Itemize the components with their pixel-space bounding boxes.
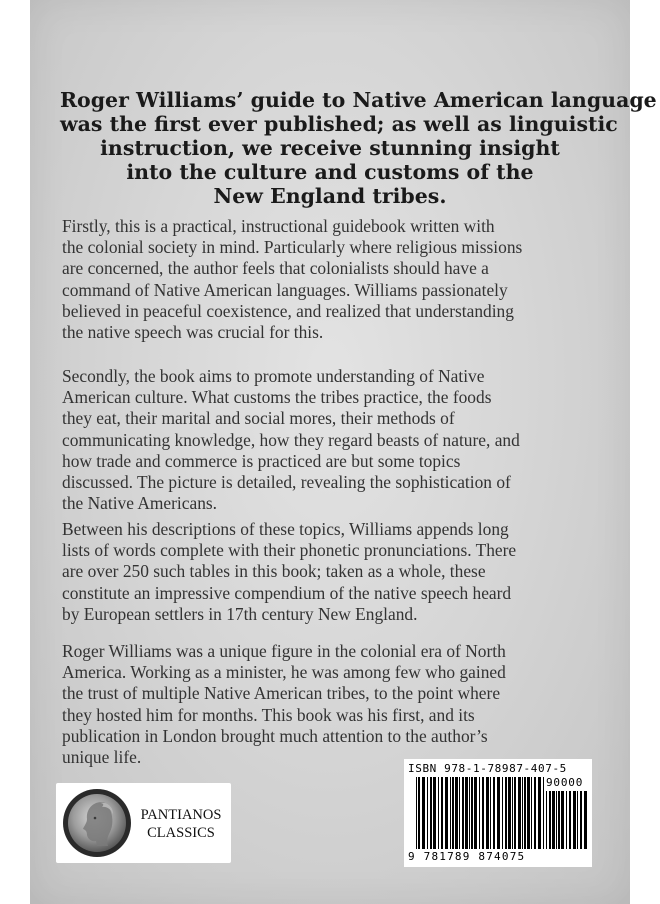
- barcode-bar: [527, 777, 530, 849]
- headline-line: Roger Williams’ guide to Native American language: [60, 88, 657, 112]
- text-line: unique life.: [62, 747, 142, 768]
- text-line: by European settlers in 17th century New England.: [62, 603, 418, 624]
- text-line: the trust of multiple Native American tribes, to the point where: [62, 683, 501, 704]
- text-line: the native speech was crucial for this.: [62, 322, 324, 343]
- barcode-bar: [522, 777, 523, 849]
- barcode-bar: [531, 777, 532, 849]
- text-line: discussed. The picture is detailed, revealing the sophistication of: [62, 472, 511, 493]
- barcode-bar: [471, 777, 473, 849]
- barcode-bar: [538, 777, 541, 849]
- headline-blurb: [60, 88, 657, 208]
- barcode-bar: [441, 777, 443, 849]
- publisher-name: [136, 806, 226, 842]
- barcode-bar: [465, 777, 468, 849]
- barcode-bar: [508, 777, 511, 849]
- barcode-bar: [452, 777, 454, 849]
- barcode-bar: [552, 791, 555, 849]
- barcode-bar: [502, 777, 503, 849]
- barcode-bar: [566, 791, 567, 849]
- barcode-bar: [490, 777, 491, 849]
- barcode-bar: [459, 777, 460, 849]
- barcode-bar: [512, 777, 513, 849]
- barcode-bar: [573, 791, 576, 849]
- barcode-bar: [569, 791, 571, 849]
- isbn-digits: 9 781789 874075: [408, 850, 526, 863]
- barcode-bar: [561, 791, 564, 849]
- text-line: the Native Americans.: [62, 493, 218, 514]
- text-line: constitute an impressive compendium of the native speech heard: [62, 582, 512, 603]
- publisher-logo: [56, 783, 231, 863]
- headline-line: New England tribes.: [213, 184, 447, 208]
- barcode-bar: [580, 791, 582, 849]
- barcode-bar: [462, 777, 464, 849]
- text-line: command of Native American languages. Williams passionately: [62, 279, 508, 300]
- barcode-bar: [427, 777, 428, 849]
- paragraph-3: [62, 519, 582, 625]
- barcode-bar: [438, 777, 439, 849]
- barcode-bar: [469, 777, 470, 849]
- barcode-bar: [455, 777, 458, 849]
- text-line: publication in London brought much attention to the author’s: [62, 725, 488, 746]
- barcode-bar: [505, 777, 507, 849]
- text-line: the colonial society in mind. Particularly where religious missions: [62, 237, 523, 258]
- barcode-bar: [518, 777, 521, 849]
- text-line: Secondly, the book aims to promote understanding of Native: [62, 366, 485, 386]
- isbn-barcode: [404, 759, 592, 867]
- publisher-name-line: PANTIANOS: [140, 807, 222, 823]
- barcode-bar: [430, 777, 432, 849]
- barcode-bar: [416, 777, 417, 849]
- barcode-bar: [556, 791, 557, 849]
- barcode-bar: [524, 777, 526, 849]
- barcode-bar: [445, 777, 448, 849]
- barcode-bar: [418, 777, 420, 849]
- barcode-bar: [482, 777, 484, 849]
- publisher-name-line: CLASSICS: [147, 825, 215, 841]
- isbn-label: ISBN 978-1-78987-407-5: [408, 762, 567, 775]
- headline-line: into the culture and customs of the: [126, 160, 534, 184]
- text-line: believed in peaceful coexistence, and realized that understanding: [62, 300, 514, 321]
- barcode-bar: [543, 777, 544, 849]
- barcode-bar: [486, 777, 489, 849]
- text-line: Roger Williams was a unique figure in the colonial era of North: [62, 641, 506, 661]
- text-line: communicating knowledge, how they regard beasts of nature, and: [62, 429, 520, 450]
- headline-line: instruction, we receive stunning insight: [100, 136, 560, 160]
- paragraph-1: [62, 216, 582, 343]
- headline-line: was the first ever published; as well as linguistic: [60, 112, 618, 136]
- barcode-bar: [577, 791, 578, 849]
- text-line: Firstly, this is a practical, instructional guidebook written with: [62, 216, 495, 236]
- text-line: how trade and commerce is practiced are but some topics: [62, 450, 461, 471]
- paragraph-4: [62, 641, 582, 768]
- barcode-bar: [546, 791, 547, 849]
- text-line: are concerned, the author feels that colonialists should have a: [62, 258, 489, 279]
- text-line: they eat, their marital and social mores, their methods of: [62, 408, 455, 429]
- barcode-bar: [549, 791, 551, 849]
- text-line: are over 250 such tables in this book; taken as a whole, these: [62, 561, 486, 582]
- barcode-bar: [450, 777, 451, 849]
- text-line: lists of words complete with their phonetic pronunciations. There: [62, 540, 517, 561]
- barcode-bar: [493, 777, 495, 849]
- barcode-bar: [422, 777, 425, 849]
- barcode-bar: [479, 777, 480, 849]
- barcode-bar: [514, 777, 516, 849]
- text-line: American culture. What customs the tribes practice, the foods: [62, 387, 492, 408]
- coin-portrait-icon: [62, 788, 132, 858]
- price-code: 90000: [546, 776, 584, 789]
- text-line: America. Working as a minister, he was among few who gained: [62, 662, 506, 683]
- barcode-bar: [497, 777, 500, 849]
- paragraph-2: [62, 366, 582, 514]
- barcode-bar: [474, 777, 477, 849]
- barcode-bar: [433, 777, 436, 849]
- text-line: they hosted him for months. This book was his first, and its: [62, 704, 475, 725]
- barcode-bar: [558, 791, 560, 849]
- barcode-bar: [584, 791, 587, 849]
- barcode-bar: [534, 777, 536, 849]
- text-line: Between his descriptions of these topics, Williams appends long: [62, 519, 509, 539]
